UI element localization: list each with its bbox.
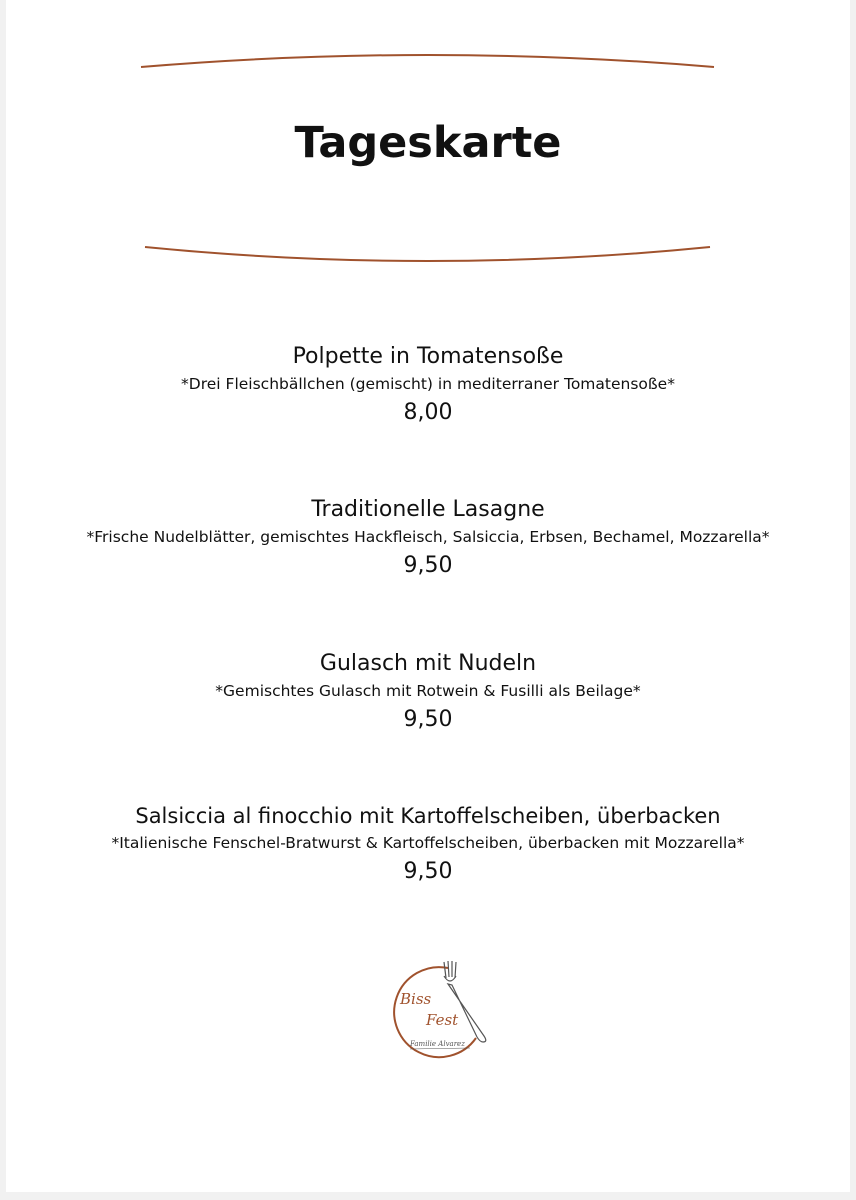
top-divider-arc xyxy=(0,40,856,80)
dish-price: 9,50 xyxy=(403,707,453,732)
dish-name: Polpette in Tomatensoße xyxy=(292,344,564,369)
logo-tagline: Familie Alvarez xyxy=(410,1040,465,1048)
logo-text-fest: Fest xyxy=(426,1011,459,1029)
dish-item xyxy=(0,649,856,737)
logo-text-biss: Biss xyxy=(400,990,432,1008)
dish-price: 9,50 xyxy=(403,553,453,578)
dish-description: *Frische Nudelblätter, gemischtes Hackfleisch, Salsiccia, Erbsen, Bechamel, Mozzarella* xyxy=(86,528,770,546)
dish-item xyxy=(0,495,856,583)
tagline-underline xyxy=(410,1048,470,1049)
dish-item xyxy=(0,342,856,430)
dish-price: 9,50 xyxy=(403,859,453,884)
page-title: Tageskarte xyxy=(294,118,562,168)
fork-icon xyxy=(444,961,486,1042)
dish-name: Gulasch mit Nudeln xyxy=(319,651,537,676)
bissfest-logo xyxy=(386,958,496,1068)
bottom-divider-arc xyxy=(0,235,856,275)
dish-price: 8,00 xyxy=(403,400,453,425)
dish-name: Traditionelle Lasagne xyxy=(311,497,545,522)
dish-description: *Drei Fleischbällchen (gemischt) in mediterraner Tomatensoße* xyxy=(181,375,675,393)
dish-description: *Italienische Fenschel-Bratwurst & Kartoffelscheiben, überbacken mit Mozzarella* xyxy=(111,834,745,852)
dish-item xyxy=(0,801,856,889)
dish-description: *Gemischtes Gulasch mit Rotwein & Fusilli als Beilage* xyxy=(215,682,641,700)
dish-name: Salsiccia al finocchio mit Kartoffelscheiben, überbacken xyxy=(135,804,721,828)
